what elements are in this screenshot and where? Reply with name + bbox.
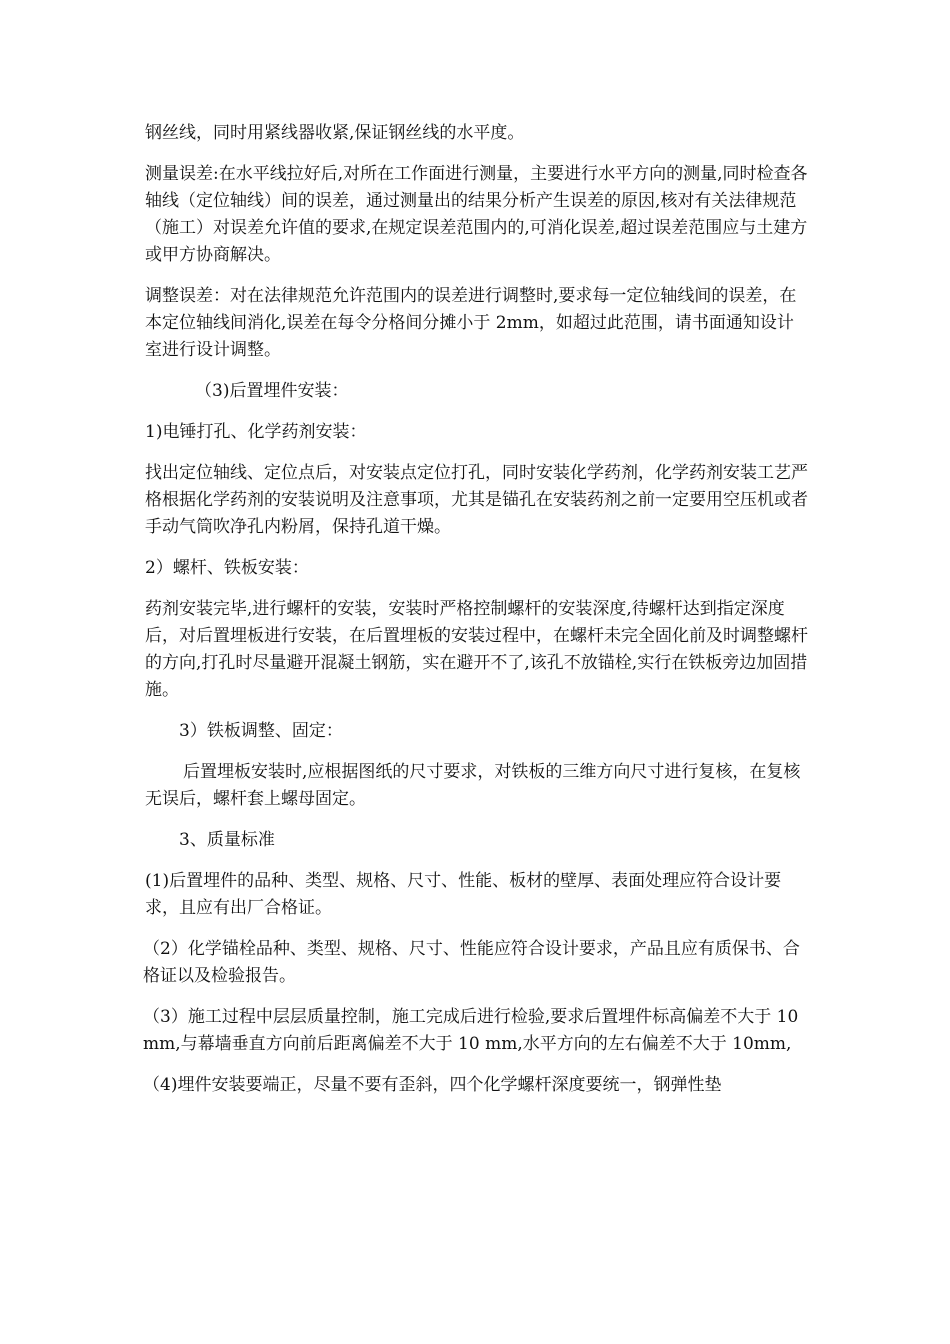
paragraph-quality-1: (1)后置埋件的品种、类型、规格、尺寸、性能、板材的壁厚、表面处理应符合设计要求，且应有出厂合格证。 xyxy=(145,871,782,918)
heading-quality-standard: 3、质量标准 xyxy=(179,830,275,850)
paragraph-quality-2: （2）化学锚栓品种、类型、规格、尺寸、性能应符合设计要求，产品且应有质保书、合格证以及检验报告。 xyxy=(143,939,800,986)
paragraph-quality-4: （4)埋件安装要端正，尽量不要有歪斜，四个化学螺杆深度要统一，钢弹性垫 xyxy=(143,1075,722,1095)
paragraph-wire-tightening: 钢丝线，同时用紧线器收紧,保证钢丝线的水平度。 xyxy=(145,123,525,143)
heading-post-embedded-parts: （3)后置埋件安装： xyxy=(195,381,349,401)
document-page xyxy=(145,120,810,1113)
paragraph-adjust-error: 调整误差：对在法律规范允许范围内的误差进行调整时,要求每一定位轴线间的误差，在本定位轴线间消化,误差在每令分格间分摊小于 2mm，如超过此范围，请书面通知设计室进行设计调整。 xyxy=(145,286,797,360)
heading-drilling-chemical: 1)电锤打孔、化学药剂安装： xyxy=(145,422,367,442)
heading-plate-adjust-fix: 3）铁板调整、固定： xyxy=(179,721,343,741)
paragraph-bolt-plate: 药剂安装完毕,进行螺杆的安装，安装时严格控制螺杆的安装深度,待螺杆达到指定深度后，对后置埋板进行安装，在后置埋板的安装过程中，在螺杆未完全固化前及时调整螺杆的方向,打孔时尽量避开混凝土钢筋，实在避开不了,该孔不放锚栓,实行在铁板旁边加固措施。 xyxy=(145,599,808,700)
heading-bolt-plate: 2）螺杆、铁板安装： xyxy=(145,558,309,578)
paragraph-measurement-error: 测量误差:在水平线拉好后,对所在工作面进行测量，主要进行水平方向的测量,同时检查各轴线（定位轴线）间的误差，通过测量出的结果分析产生误差的原因,核对有关法律规范（施工）对误差允许值的要求,在规定误差范围内的,可消化误差,超过误差范围应与土建方或甲方协商解决。 xyxy=(145,164,808,265)
paragraph-drilling-chemical: 找出定位轴线、定位点后，对安装点定位打孔，同时安装化学药剂，化学药剂安装工艺严格根据化学药剂的安装说明及注意事项，尤其是锚孔在安装药剂之前一定要用空压机或者手动气筒吹净孔内粉屑，保持孔道干燥。 xyxy=(145,463,808,537)
paragraph-plate-adjust-fix: 后置埋板安装时,应根据图纸的尺寸要求，对铁板的三维方向尺寸进行复核，在复核无误后，螺杆套上螺母固定。 xyxy=(145,762,801,809)
paragraph-quality-3: （3）施工过程中层层质量控制，施工完成后进行检验,要求后置埋件标高偏差不大于 10mm,与幕墙垂直方向前后距离偏差不大于 10 mm,水平方向的左右偏差不大于 10mm, xyxy=(143,1007,799,1054)
